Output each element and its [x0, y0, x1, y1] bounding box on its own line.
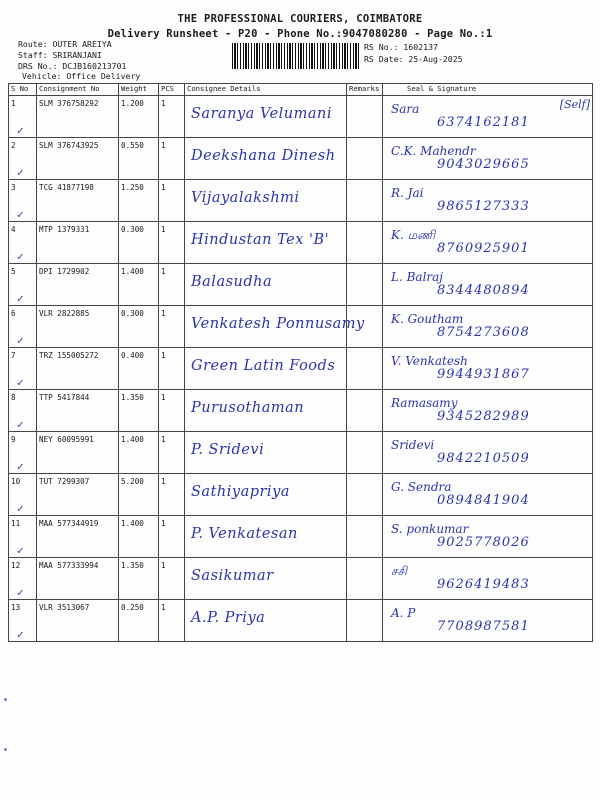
- remarks-cell: [347, 180, 383, 222]
- table-row: [9, 264, 593, 306]
- signature-cell: [383, 600, 593, 642]
- pcs-cell: [159, 306, 185, 348]
- signature-cell: [383, 558, 593, 600]
- signature-name: Ramasamy: [391, 396, 458, 410]
- signature-phone: 9944931867: [437, 367, 530, 382]
- pcs-value: 1: [161, 99, 166, 108]
- signature-name: V. Venkatesh: [391, 354, 468, 368]
- consignment-cell: [37, 306, 119, 348]
- pcs-cell: [159, 348, 185, 390]
- serial-number: 8: [11, 393, 16, 402]
- signature-cell: [383, 138, 593, 180]
- consignee-name: Sathiyapriya: [191, 484, 290, 500]
- consignment-cell: [37, 264, 119, 306]
- sno-cell: [9, 96, 37, 138]
- serial-number: 11: [11, 519, 21, 528]
- check-mark-icon: ✓: [17, 502, 24, 515]
- pcs-value: 1: [161, 225, 166, 234]
- weight-value: 0.300: [121, 309, 144, 318]
- check-mark-icon: ✓: [17, 292, 24, 305]
- ink-mark: [4, 748, 7, 751]
- weight-value: 1.350: [121, 393, 144, 402]
- weight-cell: [119, 600, 159, 642]
- col-header-signature: Seal & Signature: [383, 84, 593, 96]
- weight-cell: [119, 180, 159, 222]
- weight-cell: [119, 96, 159, 138]
- consignment-cell: [37, 516, 119, 558]
- consignment-number: TUT 7299307: [39, 477, 90, 486]
- signature-phone: 6374162181: [437, 115, 530, 130]
- consignee-cell: [185, 264, 347, 306]
- ink-mark: [4, 698, 7, 701]
- signature-cell: [383, 264, 593, 306]
- consignment-number: SLM 376758292: [39, 99, 99, 108]
- sno-cell: [9, 264, 37, 306]
- consignee-name: Green Latin Foods: [191, 358, 336, 374]
- serial-number: 9: [11, 435, 16, 444]
- remarks-cell: [347, 138, 383, 180]
- consignee-cell: [185, 432, 347, 474]
- table-row: [9, 432, 593, 474]
- table-row: [9, 390, 593, 432]
- signature-cell: [383, 96, 593, 138]
- weight-value: 1.350: [121, 561, 144, 570]
- serial-number: 1: [11, 99, 16, 108]
- col-header-consignee: Consignee Details: [185, 84, 347, 96]
- weight-value: 1.400: [121, 435, 144, 444]
- signature-name: A. P: [391, 606, 416, 620]
- consignment-number: MAA 577344919: [39, 519, 99, 528]
- serial-number: 4: [11, 225, 16, 234]
- table-row: [9, 516, 593, 558]
- serial-number: 7: [11, 351, 16, 360]
- consignee-cell: [185, 96, 347, 138]
- weight-cell: [119, 138, 159, 180]
- serial-number: 10: [11, 477, 21, 486]
- col-header-pcs: PCS: [159, 84, 185, 96]
- rs-number: RS No.: 1602137: [364, 42, 438, 52]
- signature-name: K. Goutham: [391, 312, 464, 326]
- pcs-cell: [159, 390, 185, 432]
- pcs-value: 1: [161, 519, 166, 528]
- check-mark-icon: ✓: [17, 208, 24, 221]
- pcs-value: 1: [161, 183, 166, 192]
- sno-cell: [9, 474, 37, 516]
- table-row: [9, 180, 593, 222]
- consignee-name: A.P. Priya: [191, 610, 266, 626]
- weight-cell: [119, 516, 159, 558]
- weight-value: 0.250: [121, 603, 144, 612]
- consignment-cell: [37, 600, 119, 642]
- remarks-cell: [347, 516, 383, 558]
- weight-cell: [119, 222, 159, 264]
- check-mark-icon: ✓: [17, 166, 24, 179]
- serial-number: 2: [11, 141, 16, 150]
- consignment-number: TCG 41877198: [39, 183, 94, 192]
- remarks-cell: [347, 264, 383, 306]
- vehicle-label: Vehicle: Office Delivery: [22, 71, 141, 81]
- check-mark-icon: ✓: [17, 544, 24, 557]
- sno-cell: [9, 432, 37, 474]
- weight-cell: [119, 558, 159, 600]
- table-header-row: [9, 84, 593, 96]
- pcs-value: 1: [161, 351, 166, 360]
- consignment-cell: [37, 348, 119, 390]
- signature-phone: 8760925901: [437, 241, 530, 256]
- pcs-value: 1: [161, 393, 166, 402]
- consignee-cell: [185, 348, 347, 390]
- weight-value: 0.550: [121, 141, 144, 150]
- consignee-name: Venkatesh Ponnusamy: [191, 316, 365, 332]
- pcs-cell: [159, 264, 185, 306]
- sno-cell: [9, 180, 37, 222]
- signature-name: C.K. Mahendr: [391, 144, 476, 158]
- signature-note: [Self]: [559, 98, 590, 111]
- consignment-number: SLM 376743925: [39, 141, 99, 150]
- table-row: [9, 558, 593, 600]
- consignment-cell: [37, 432, 119, 474]
- pcs-value: 1: [161, 141, 166, 150]
- serial-number: 13: [11, 603, 21, 612]
- consignee-cell: [185, 474, 347, 516]
- consignee-name: Balasudha: [191, 274, 273, 290]
- consignment-cell: [37, 558, 119, 600]
- weight-cell: [119, 390, 159, 432]
- signature-cell: [383, 390, 593, 432]
- remarks-cell: [347, 558, 383, 600]
- col-header-weight: Weight: [119, 84, 159, 96]
- signature-phone: 9842210509: [437, 451, 530, 466]
- serial-number: 12: [11, 561, 21, 570]
- consignee-name: Saranya Velumani: [191, 106, 333, 122]
- signature-cell: [383, 432, 593, 474]
- pcs-cell: [159, 138, 185, 180]
- weight-value: 0.300: [121, 225, 144, 234]
- consignment-number: TRZ 155005272: [39, 351, 99, 360]
- pcs-cell: [159, 600, 185, 642]
- rs-date: RS Date: 25-Aug-2025: [364, 54, 463, 64]
- sno-cell: [9, 516, 37, 558]
- signature-phone: 9865127333: [437, 199, 530, 214]
- signature-phone: 8344480894: [437, 283, 530, 298]
- weight-value: 1.400: [121, 519, 144, 528]
- consignment-number: NEY 60095991: [39, 435, 94, 444]
- signature-phone: 9626419483: [437, 577, 530, 592]
- signature-cell: [383, 180, 593, 222]
- consignee-cell: [185, 222, 347, 264]
- consignee-cell: [185, 516, 347, 558]
- sno-cell: [9, 390, 37, 432]
- consignment-cell: [37, 96, 119, 138]
- serial-number: 6: [11, 309, 16, 318]
- check-mark-icon: ✓: [17, 124, 24, 137]
- weight-value: 5.200: [121, 477, 144, 486]
- signature-name: R. Jai: [391, 186, 424, 200]
- consignment-cell: [37, 390, 119, 432]
- consignment-cell: [37, 222, 119, 264]
- pcs-cell: [159, 516, 185, 558]
- runsheet-table: [8, 83, 593, 642]
- signature-cell: [383, 222, 593, 264]
- signature-cell: [383, 306, 593, 348]
- consignee-name: Vijayalakshmi: [191, 190, 300, 206]
- check-mark-icon: ✓: [17, 250, 24, 263]
- signature-name: சசி: [391, 564, 408, 578]
- consignee-cell: [185, 600, 347, 642]
- signature-name: K. மணி: [391, 228, 436, 242]
- serial-number: 3: [11, 183, 16, 192]
- signature-phone: 9345282989: [437, 409, 530, 424]
- sno-cell: [9, 138, 37, 180]
- consignment-number: VLR 3513067: [39, 603, 90, 612]
- weight-cell: [119, 474, 159, 516]
- pcs-cell: [159, 96, 185, 138]
- weight-cell: [119, 432, 159, 474]
- signature-phone: 8754273608: [437, 325, 530, 340]
- table-row: [9, 348, 593, 390]
- check-mark-icon: ✓: [17, 334, 24, 347]
- weight-cell: [119, 306, 159, 348]
- check-mark-icon: ✓: [17, 586, 24, 599]
- consignment-number: MAA 577333994: [39, 561, 99, 570]
- signature-cell: [383, 516, 593, 558]
- staff-label: Staff: SRIRANJANI: [18, 50, 102, 60]
- pcs-cell: [159, 222, 185, 264]
- signature-name: Sara: [391, 102, 420, 116]
- signature-name: L. Balraj: [391, 270, 444, 284]
- signature-phone: 9025778026: [437, 535, 530, 550]
- consignee-cell: [185, 390, 347, 432]
- signature-phone: 0894841904: [437, 493, 530, 508]
- pcs-value: 1: [161, 477, 166, 486]
- consignment-cell: [37, 138, 119, 180]
- col-header-remarks: Remarks: [347, 84, 383, 96]
- signature-phone: 9043029665: [437, 157, 530, 172]
- remarks-cell: [347, 432, 383, 474]
- consignment-number: MTP 1379331: [39, 225, 90, 234]
- pcs-cell: [159, 474, 185, 516]
- company-title: THE PROFESSIONAL COURIERS, COIMBATORE: [177, 13, 423, 25]
- remarks-cell: [347, 600, 383, 642]
- runsheet-title: Delivery Runsheet - P20 - Phone No.:9047080280 - Page No.:1: [107, 28, 493, 40]
- signature-name: Sridevi: [391, 438, 435, 452]
- route-label: Route: OUTER AREIYA: [18, 39, 112, 49]
- pcs-value: 1: [161, 603, 166, 612]
- sno-cell: [9, 306, 37, 348]
- consignment-number: DPI 1729902: [39, 267, 90, 276]
- consignment-number: TTP 5417844: [39, 393, 90, 402]
- table-row: [9, 138, 593, 180]
- consignee-name: Deekshana Dinesh: [191, 148, 336, 164]
- remarks-cell: [347, 474, 383, 516]
- table-row: [9, 96, 593, 138]
- col-header-consignment: Consignment No: [37, 84, 119, 96]
- weight-cell: [119, 264, 159, 306]
- check-mark-icon: ✓: [17, 376, 24, 389]
- sno-cell: [9, 558, 37, 600]
- weight-value: 1.400: [121, 267, 144, 276]
- sno-cell: [9, 222, 37, 264]
- consignee-name: Sasikumar: [191, 568, 274, 584]
- pcs-cell: [159, 180, 185, 222]
- table-row: [9, 474, 593, 516]
- consignee-name: Hindustan Tex 'B': [191, 232, 330, 248]
- remarks-cell: [347, 96, 383, 138]
- table-row: [9, 306, 593, 348]
- remarks-cell: [347, 348, 383, 390]
- consignee-name: P. Sridevi: [191, 442, 265, 458]
- signature-cell: [383, 348, 593, 390]
- pcs-value: 1: [161, 267, 166, 276]
- signature-name: S. ponkumar: [391, 522, 469, 536]
- sno-cell: [9, 600, 37, 642]
- weight-cell: [119, 348, 159, 390]
- check-mark-icon: ✓: [17, 628, 24, 641]
- serial-number: 5: [11, 267, 16, 276]
- signature-cell: [383, 474, 593, 516]
- consignee-cell: [185, 558, 347, 600]
- consignment-cell: [37, 474, 119, 516]
- pcs-cell: [159, 432, 185, 474]
- weight-value: 1.200: [121, 99, 144, 108]
- barcode: [232, 43, 360, 69]
- pcs-value: 1: [161, 309, 166, 318]
- remarks-cell: [347, 222, 383, 264]
- weight-value: 0.400: [121, 351, 144, 360]
- consignment-number: VLR 2822885: [39, 309, 90, 318]
- sno-cell: [9, 348, 37, 390]
- table-row: [9, 222, 593, 264]
- consignee-name: P. Venkatesan: [191, 526, 298, 542]
- check-mark-icon: ✓: [17, 460, 24, 473]
- drs-number: DRS No.: DCJB160213701: [18, 61, 127, 71]
- consignee-cell: [185, 138, 347, 180]
- pcs-cell: [159, 558, 185, 600]
- check-mark-icon: ✓: [17, 418, 24, 431]
- weight-value: 1.250: [121, 183, 144, 192]
- consignee-name: Purusothaman: [191, 400, 305, 416]
- table-row: [9, 600, 593, 642]
- pcs-value: 1: [161, 561, 166, 570]
- consignee-cell: [185, 306, 365, 348]
- col-header-sno: S No: [9, 84, 37, 96]
- remarks-cell: [347, 390, 383, 432]
- consignee-cell: [185, 180, 347, 222]
- signature-name: G. Sendra: [391, 480, 452, 494]
- signature-phone: 7708987581: [437, 619, 530, 634]
- consignment-cell: [37, 180, 119, 222]
- pcs-value: 1: [161, 435, 166, 444]
